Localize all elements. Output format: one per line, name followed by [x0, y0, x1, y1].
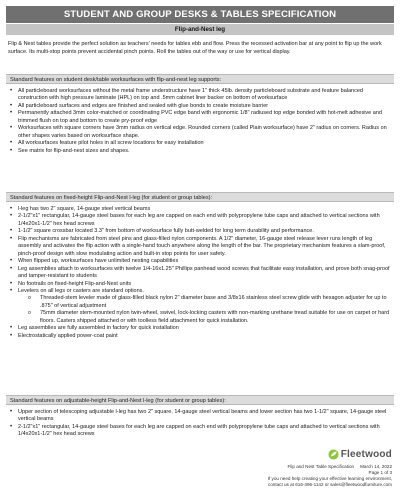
footer-date: March 14, 2022 [360, 464, 392, 469]
list-item-text: When flipped up, worksurfaces have unlimited nesting capabilities [18, 258, 179, 265]
fleetwood-logo [328, 448, 392, 460]
footer-contact-line-2: contact us at 616-396-1142 or sales@fleetwoodfurniture.com [267, 482, 392, 487]
list-item-text: 2-1/2"x1" rectangular, 14-gauge steel bases for each leg are capped on each end with polypropylene tube caps and attached to vertical sections with 1/4x20x1-1/2" hex head screws [18, 213, 380, 227]
page-title: STUDENT AND GROUP DESKS & TABLES SPECIFICATION [6, 6, 394, 23]
list-item: • 2-1/2"x1" rectangular, 14-gauge steel bases for each leg are capped on each end with polypropylene tube caps and attached to vertical sections with 1/4x20x1-1/2" hex head screws [8, 424, 390, 439]
list-item-text: Leg assemblies are fully assembled in factory for quick installation [18, 325, 179, 332]
list-item: • Worksurfaces with square corners have 3mm radius on vertical edge. Rounded corners (called Plain worksurface) have 2" radius on corners. Radius on other shapes varies based on worksurface shape. [8, 125, 390, 140]
footer-page-number: Page 1 of 3 [368, 470, 392, 475]
footer-doc-name: Flip and Nest Table Specification [287, 464, 355, 469]
list-item-text: Flip mechanisms are fabricated from steel pins and glass-filled nylon components. A 1/2" diameter, 16-gauge steel release lever runs length of leg assembly and activates the flip action with a single-hand touch anywhere along the length of the bar. The proprietary mechanism features a slam-proof, pinch-proof design with slow modulating action and built-in stop points for user safety. [18, 235, 386, 257]
list-item: • All particleboard surfaces and edges are finished and sealed with glue bonds to create moisture barrier [8, 103, 390, 110]
list-item: • See matrix for flip-and-nest sizes and shapes. [8, 148, 390, 155]
list-item [8, 236, 390, 258]
list-item [8, 206, 390, 213]
fleetwood-wordmark: Fleetwood [340, 448, 392, 460]
section-heading-fixed-height: Standard features on fixed-height Flip-and-Nest l-leg (for student or group tables): [6, 192, 394, 202]
fixed-height-feature-list [8, 206, 390, 340]
sub-list [18, 295, 390, 325]
list-item [8, 228, 390, 235]
list-item [8, 281, 390, 288]
intro-paragraph: Flip & Nest tables provide the perfect solution as teachers' needs for tables ebb and flow. Press the recessed activation bar at any point to flip up the work surface. Its multi-stop points prevent accidental pinch points. Roll the tables out of the way or use for vertical display. [8, 41, 382, 55]
section-heading-worksurfaces: Standard features on student desk/table worksurfaces with flip-and-nest leg supports: [6, 74, 394, 84]
fleetwood-leaf-icon [328, 449, 339, 460]
list-item-text: No footrails on fixed-height Flip-and-Nest units [18, 280, 132, 287]
list-item [8, 213, 390, 228]
list-item: • Permanently attached 3mm color-matched or coordinating PVC edge band with ergonomic 1/8" radiused top edge bonded with hot-melt adhesive and trimmed flush on top and bottom to create pry-proof edge [8, 110, 390, 125]
worksurface-feature-list [8, 88, 390, 155]
list-item: • All worksurfaces feature pilot holes in all screw locations for easy installation [8, 140, 390, 147]
section-heading-adjustable-height: Standard features on adjustable-height Flip-and-Nest l-leg (for student or group tables): [6, 395, 394, 405]
sub-list-item: o Threaded-stem leveler made of glass-filled black nylon 2" diameter base and 3/8x16 stainless steel screw glide with hexagon adjuster for up to .875" of vertical adjustment [18, 295, 390, 310]
page-subtitle: Flip-and-Nest leg [6, 24, 394, 35]
list-item-text: Levelers on all legs or casters are standard options. [18, 287, 144, 294]
list-item [8, 288, 390, 325]
list-item-text: Leg assemblies attach to worksurfaces with twelve 1/4-16x1.25" Phillips panhead wood screws that facilitate easy installation, and prove both snag-proof and tamper-resistant to students [18, 265, 390, 280]
list-item [8, 266, 390, 281]
page-footer [232, 464, 392, 488]
list-item: • All particleboard worksurfaces without the metal frame understructure have 1" thick 45lb. density particleboard substrate and feature balanced construction with high pressure laminate (HPL) on top and .5mm cabinet liner backer on bottom of worksurface [8, 88, 390, 103]
list-item-text: l-leg has two 2" square, 14-gauge steel vertical beams [18, 206, 151, 212]
list-item [8, 333, 390, 340]
list-item-text: 1-1/2" square crossbar located 3.3" from bottom of worksurface fully butt-welded for long term durability and performance. [18, 228, 314, 235]
list-item-text: Electrostatically applied power-coat paint [18, 332, 118, 339]
list-item: • Upper section of telescoping adjustable l-leg has two 2" square, 14-gauge steel vertical beams and lower section has two 1-1/2" square, 14-gauge steel vertical beams [8, 409, 390, 424]
footer-contact-line-1: If you need help creating your effective learning environment, [267, 476, 392, 481]
adjustable-height-feature-list [8, 409, 390, 439]
list-item [8, 325, 390, 332]
list-item [8, 258, 390, 265]
sub-list-item: o 75mm diameter stem-mounted nylon twin-wheel, swivel, lock-locking casters with non-marking urethane tread suitable for use on carpet or hard floors. Casters shipped attached or with toolless field attachment for quick installation. [18, 310, 390, 325]
